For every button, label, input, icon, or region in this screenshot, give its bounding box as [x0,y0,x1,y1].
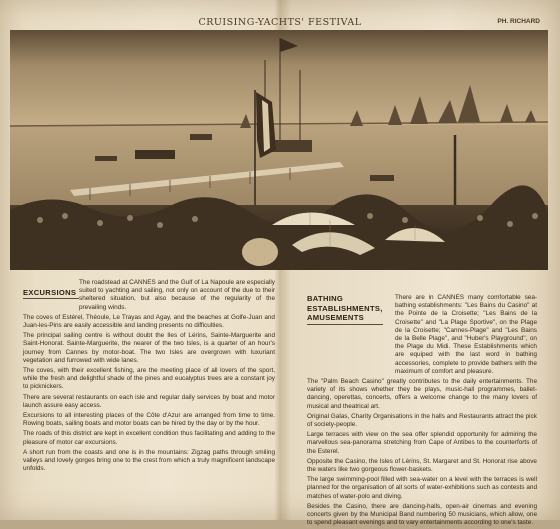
bathing-paragraph: Opposite the Casino, the Isles of Lérins, St. Margaret and St. Honorat rise above the waters like two gorgeous flower-baskets. [307,457,537,474]
excursions-paragraph: The coves, with their excellent fishing, are the meeting place of all lovers of the sport, while the fresh and delightful shade of the pines and eucalyptus trees are a constant joy to picknickers. [23,367,275,391]
excursions-paragraph: The coves of Estérel, Théoule, Le Trayas and Agay, and the beaches at Golfe-Juan and Juan-les-Pins are easily accessible and landing presents no difficulties. [23,313,275,330]
photo-credit: PH. RICHARD [497,18,540,25]
bathing-paragraph: The "Palm Beach Casino" greatly contributes to the daily entertainments. The variety of its shows whether they be plays, music-hall programmes, ballet-dancing, operettas, concerts, offers a welcome change to the many lovers of musical and theatrical art. [307,378,537,410]
excursions-paragraph: Excursions to all interesting places of the Côte d'Azur are arranged from time to time. Rowing boats, sailing boats and motor boats can be hired by the day or by the hour. [23,412,275,428]
excursions-heading: EXCURSIONS [23,288,77,297]
bathing-paragraph: There are in CANNES many comfortable sea-bathing establishments: "Les Bains du Casino" at the Pointe de la Croisette; "Les Bains de la Croisette" and "La Plage Sportive", on the Plage de la Croisette; "Cannes-Plage" and "Les Bains de la Belle Plage", and "Huber's Playground", on the Plage du Midi. These Establishments which are equiped with the last word in bathing accessories, complete to provide bathers with the maximum of comfort and pleasure. [395,294,537,375]
bathing-paragraph: Besides the Casino, there are dancing-halls, open-air cinemas and evening concerts given by the Municipal Band numbering 50 musicians, which allow, one to spend pleasant evenings and to vary entertainments according to one's taste. [307,502,537,527]
bathing-heading-line: BATHING [307,294,344,303]
excursions-paragraph: The roads of this district are kept in excellent condition thus facilitating and adding to the pleasure of motor car excursions. [23,430,275,446]
excursions-paragraph: The principal sailing centre is without doubt the Iles of Lérins, Sainte-Marguerite and Saint-Honorat. Sainte-Marguerite, the nearer of the two Isles, is a quarter of an hour's journey from Cannes by motor-boat. The two Isles are overgrown with luxuriant vegetation and furrowed with wide lanes. [23,332,275,364]
festival-photograph [10,30,548,270]
excursions-paragraph: The roadstead at CANNES and the Gulf of La Napoule are especially suited to yachting and sailing, not only on account of the due to their sheltered situation, but also because of the regularity of the prevailing winds. [79,279,275,311]
bathing-paragraph: Original Galas, Charity Organisations in the halls and Restaurants attract the pick of society-people. [307,412,537,429]
excursions-paragraph: A short run from the coasts and one is in the mountains: Zigzag paths through smiling valleys and lovely gorges bring one to the crest from which a truly magnificent landscape unfolds. [23,448,275,473]
bathing-heading-line: AMUSEMENTS [307,313,365,322]
excursions-body [23,279,275,475]
bathing-paragraph: The large swimming-pool filled with sea-water on a level with the terraces is well planned for the organisation of all sorts of water-exhibitions such as contests and matches of water-polo and diving. [307,476,537,500]
bathing-body [307,294,537,529]
page-header-title: CRUISING-YACHTS' FESTIVAL [198,17,362,28]
yacht-harbor-scene [10,30,548,270]
excursions-paragraph: There are several restaurants on each isle and regular daily services by boat and motor launch assure easy access. [23,393,275,409]
bathing-paragraph: Large terraces with view on the sea offer splendid opportunity for admiring the marvellous sea-panorama stretching from Cape of Antibes to the counterforts of the Esterel. [307,431,537,455]
bathing-heading-line: ESTABLISHMENTS, [307,303,383,313]
